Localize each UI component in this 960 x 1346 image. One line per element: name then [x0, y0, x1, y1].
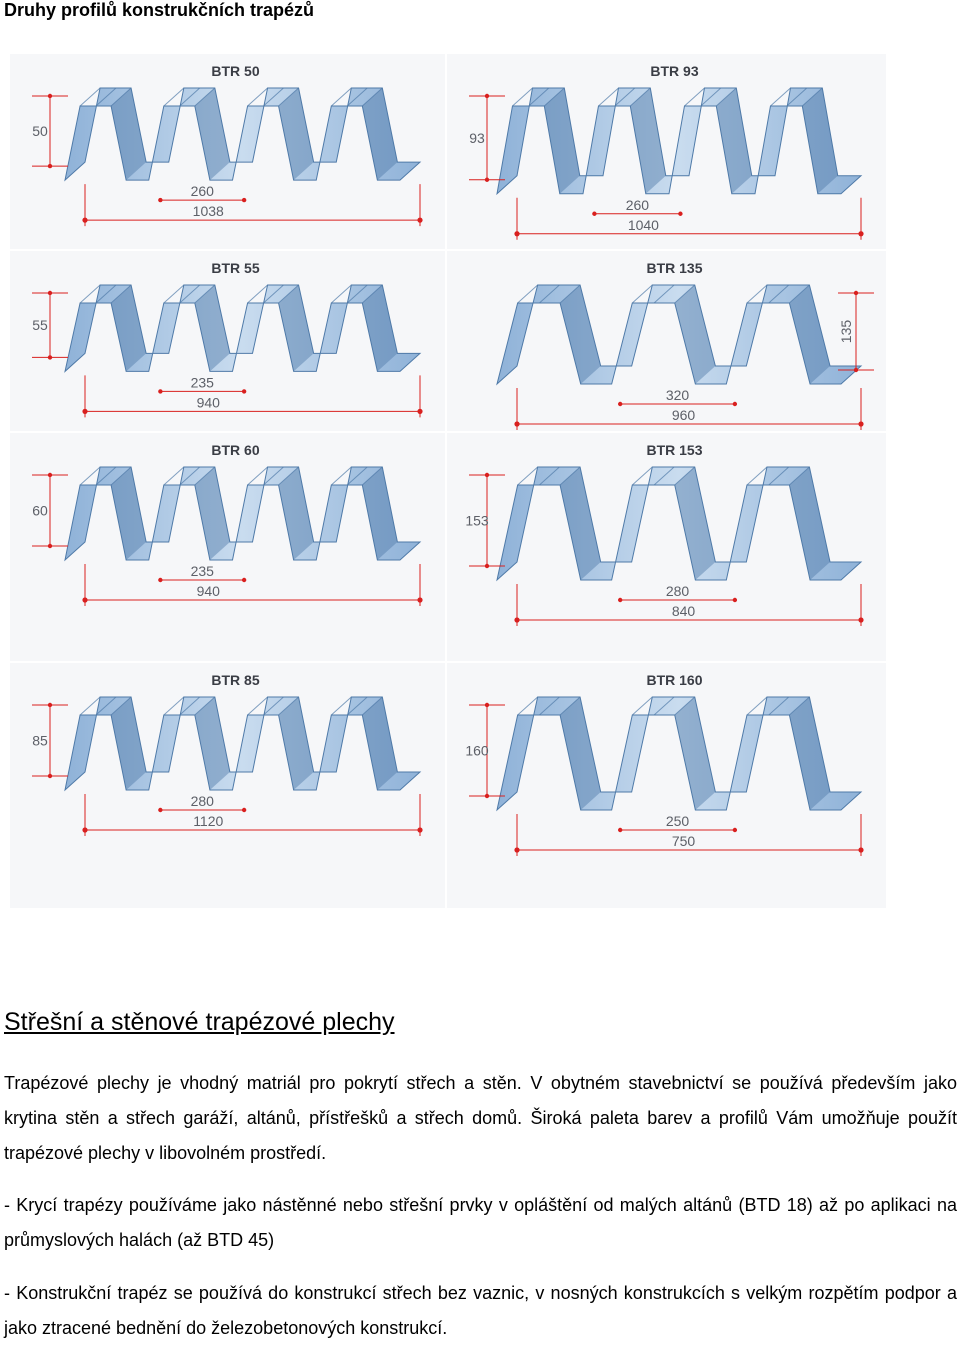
profile-panel-btr-55	[10, 251, 445, 431]
paragraph-intro: Trapézové plechy je vhodný matriál pro pokrytí střech a stěn. V obytném stavebnictví se používá především jako krytina stěn a střech garáží, altánů, přístřešků a střech domů. Široká paleta barev a profilů Vám umožňuje použít trapézové plechy v libovolném prostředí.	[4, 1073, 957, 1163]
profile-panel-btr-85	[10, 663, 445, 908]
pitch-dimension: 235	[190, 563, 214, 579]
profile-title: BTR 135	[646, 260, 703, 276]
height-dimension: 160	[465, 742, 489, 759]
profile-panel-btr-135	[447, 251, 886, 431]
profile-panel-btr-50	[10, 54, 445, 249]
pitch-dimension: 260	[625, 196, 650, 213]
pitch-dimension: 320	[665, 387, 690, 403]
pitch-dimension: 280	[190, 793, 214, 809]
profile-panel-btr-60	[10, 433, 445, 661]
width-dimension: 940	[196, 394, 220, 411]
profile-panel-btr-153	[447, 433, 886, 661]
pitch-dimension: 235	[190, 374, 214, 391]
profile-title: BTR 50	[211, 63, 260, 79]
width-dimension: 1038	[192, 203, 224, 220]
width-dimension: 1120	[193, 813, 224, 829]
width-dimension: 960	[671, 407, 696, 423]
width-dimension: 750	[671, 833, 696, 849]
height-dimension: 85	[32, 732, 48, 749]
profile-panel-btr-160	[447, 663, 886, 908]
profile-title: BTR 85	[211, 672, 260, 688]
width-dimension: 840	[671, 603, 696, 619]
paragraph-cladding: - Krycí trapézy používáme jako nástěnné nebo střešní prvky v opláštění od malých altánů (BTD 18) až po aplikaci na průmyslových halách (až BTD 45)	[4, 1195, 957, 1250]
profile-figure	[10, 54, 886, 908]
profile-title: BTR 55	[211, 260, 260, 276]
pitch-dimension: 250	[665, 813, 690, 829]
profile-title: BTR 60	[211, 442, 260, 458]
profile-title: BTR 153	[646, 442, 703, 458]
height-dimension: 60	[32, 502, 48, 519]
section-title: Střešní a stěnové trapézové plechy	[4, 1008, 395, 1036]
profile-title: BTR 160	[646, 672, 703, 688]
pitch-dimension: 280	[665, 583, 690, 599]
height-dimension: 55	[32, 317, 48, 334]
height-dimension: 50	[32, 123, 48, 140]
width-dimension: 1040	[627, 216, 659, 233]
width-dimension: 940	[196, 583, 220, 599]
page-heading: Druhy profilů konstrukčních trapézů	[4, 0, 315, 20]
paragraph-structural: - Konstrukční trapéz se používá do konstrukcí střech bez vaznic, v nosných konstrukcích s velkým rozpětím podpor a jako ztracené bednění do železobetonových konstrukcí.	[4, 1283, 957, 1338]
height-dimension: 153	[465, 512, 489, 529]
height-dimension: 93	[469, 129, 485, 146]
profile-title: BTR 93	[650, 63, 699, 79]
profile-panel-btr-93	[447, 54, 886, 249]
height-dimension: 135	[838, 319, 854, 344]
pitch-dimension: 260	[190, 183, 214, 200]
